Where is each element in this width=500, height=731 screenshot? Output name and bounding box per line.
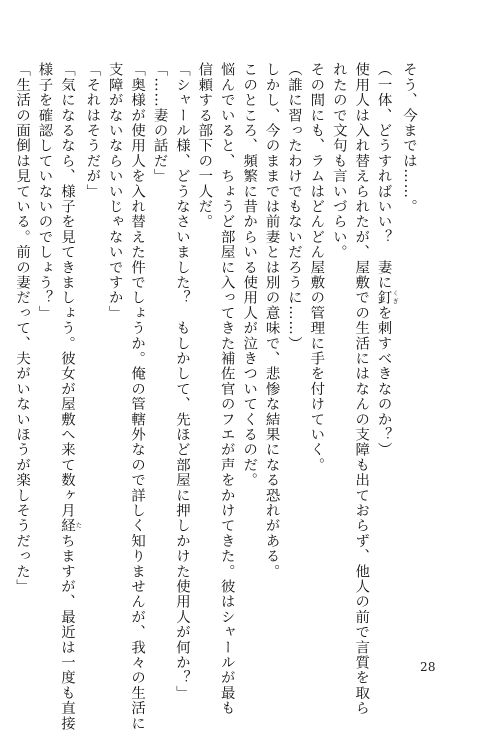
text-line-3: 使用人は入れ替えられたが、屋敷での生活にはなんの支障も出ておらず、他人の前で言質を取ら	[353, 62, 370, 716]
text-line-11: 「シャール様、どうなさいました？ もしかして、先ほど部屋に押しかけた使用人が何か？」	[173, 62, 190, 701]
text-line-16: 「気になるなら、様子を見てきましょう。彼女が屋敷へ来て数ヶ月経 たちますが、最近は一度も直接	[58, 62, 82, 731]
text-line-2: （一体、どうすればいい？ 妻に釘 くぎを刺すべきなのか？）	[375, 62, 399, 458]
ruby-kugi: 釘 くぎ	[375, 290, 399, 306]
text-line-4: れたので文句も言いづらい。	[330, 62, 347, 260]
text-line-18: 「生活の面倒は見ている。前の妻だって、夫がいないほうが楽しそうだった」	[14, 62, 31, 594]
text-line-9: 悩んでいると、ちょうど部屋に入ってきた補佐官のフエが声をかけてきた。彼はシャールが最も	[218, 62, 235, 716]
page-number: 28	[420, 660, 436, 674]
text-line-6: （誰に習ったわけでもないだろうに……）	[285, 62, 302, 351]
text-line-12: 「……妻の話だ」	[151, 62, 168, 184]
text-line-10: 信頼する部下の一人だ。	[196, 62, 213, 230]
text-line-5: その間にも、ラムはどんどん屋敷の管理に手を付けていく。	[308, 62, 325, 473]
vertical-text-body	[11, 62, 420, 731]
text-line-8: このところ、頻繁に昔からいる使用人が泣きついてくるのだ。	[241, 62, 258, 488]
text-line-17: 様子を確認していないのでしょう？」	[36, 62, 53, 321]
ruby-ta: 経 た	[58, 518, 82, 534]
text-line-7: しかし、今のままでは前妻とは別の意味で、悲惨な結果になる恐れがある。	[263, 62, 280, 579]
text-line-1: そう、今までは……。	[401, 62, 417, 214]
text-line-13: 「奥様が使用人を入れ替えた件でしょうか。俺の管轄外なので詳しく知りませんが、我々の生活に	[129, 62, 146, 731]
text-line-14: 支障がないならいいじゃないですか」	[106, 62, 123, 321]
text-line-15: 「それはそうだが」	[84, 62, 101, 199]
